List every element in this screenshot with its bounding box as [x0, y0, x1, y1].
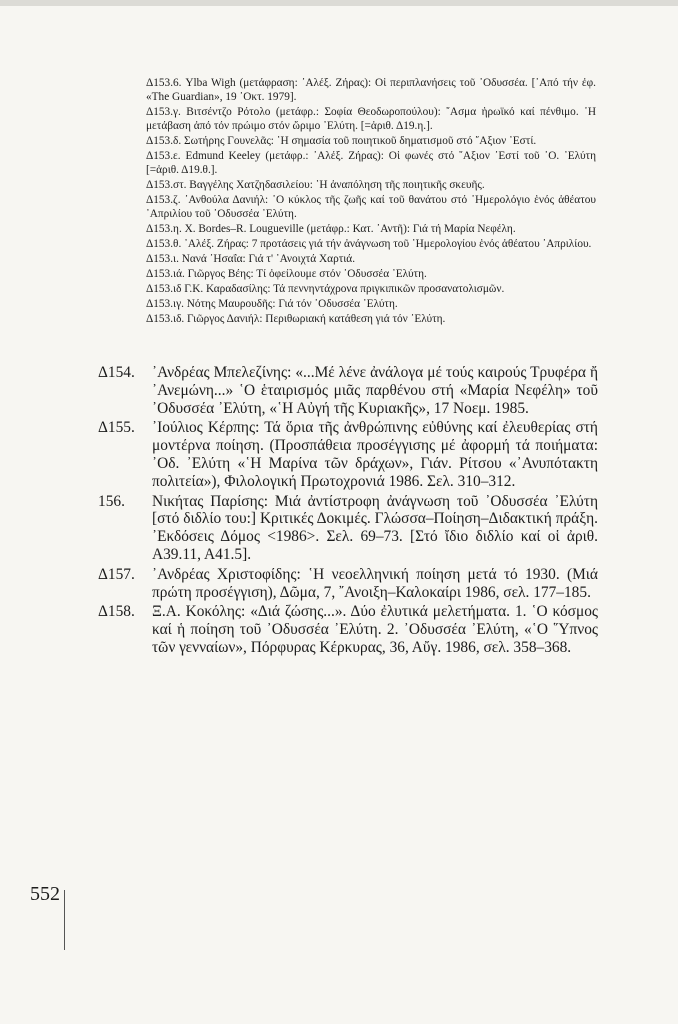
- entry-number: Δ155.: [98, 419, 135, 437]
- bibliography-entry: [98, 603, 598, 656]
- entry-number: Δ157.: [98, 565, 135, 583]
- sub-entry: Δ153.ι. Νανά ᾿Ησαΐα: Γιά τ' ᾿Ανοιχτά Χαρτιά.: [146, 253, 356, 265]
- entry-text: ᾿Ιούλιος Κέρπης: Τά ὅρια τῆς ἀνθρώπινης εὐθύνης καί ἐλευθερίας στή μοντέρνα ποίηση. (Προσπάθεια προσέγγισης μέ ἀφορμή τά ποιήματα: ᾿Οδ. ᾿Ελύτη «῾Η Μαρίνα τῶν δράχων», Γιάν. Ρίτσου «᾿Ανυπότακτη πολιτεία»), Φιλολογική Πρωτοχρονιά 1986. Σελ. 310–312.: [152, 419, 598, 490]
- sub-entry-list: [146, 76, 596, 327]
- sub-entry: Δ153.ζ. ᾿Ανθούλα Δανιήλ: ῾Ο κύκλος τῆς ζωῆς καί τοῦ θανάτου στό ῾Ημερολόγιο ἑνός ἀθέατου ᾿Απριλίου τοῦ ᾿Οδυσσέα ᾿Ελύτη.: [146, 194, 596, 220]
- entry-number: Δ158.: [98, 603, 135, 621]
- bibliography-entry: [98, 419, 598, 490]
- entry-list: [98, 364, 598, 659]
- entry-text: ᾿Ανδρέας Μπελεζίνης: «...Μέ λένε ἀνάλογα μέ τούς καιρούς Τρυφέρα ἤ ᾿Ανεμώνη...» ῾Ο ἑταιρισμός μιᾶς παρθένου στή «Μαρία Νεφέλη» τοῦ ᾿Οδυσσέα ᾿Ελύτη, «῾Η Αὐγή τῆς Κυριακῆς», 17 Νοεμ. 1985.: [152, 364, 598, 417]
- entry-number: 156.: [98, 492, 125, 510]
- sub-entry: Δ153.δ. Σωτήρης Γουνελᾶς: ῾Η σημασία τοῦ ποιητικοῦ δηματισμοῦ στό ῎Αξιον ᾿Εστί.: [146, 135, 537, 147]
- bibliography-entry: [98, 493, 598, 564]
- margin-rule: [64, 890, 65, 950]
- sub-entry: Δ153.6. Ylba Wigh (μετάφραση: ᾿Αλέξ. Ζήρας): Οἱ περιπλανήσεις τοῦ ᾿Οδυσσέα. [᾿Από τήν ἐφ. «The Guardian», 19 ᾿Οκτ. 1979].: [146, 77, 596, 103]
- scan-edge: [0, 0, 678, 6]
- sub-entry: Δ153.ιά. Γιῶργος Βέης: Τί ὀφείλουμε στόν ᾿Οδυσσέα ᾿Ελύτη.: [146, 268, 427, 280]
- sub-entry: Δ153.στ. Βαγγέλης Χατζηδασιλείου: ῾Η ἀναπόληση τῆς ποιητικῆς σκευῆς.: [146, 179, 485, 191]
- sub-entry: Δ153.η. X. Bordes–R. Lougueville (μετάφρ.: Κατ. ᾿Αντῆ): Γιά τή Μαρία Νεφέλη.: [146, 223, 516, 235]
- page-number: 552: [30, 883, 60, 905]
- sub-entry: Δ153.ιδ Γ.Κ. Καραδασίλης: Τά πεννηντάχρονα πριγκιπικῶν προσανατολισμῶν.: [146, 283, 505, 295]
- entry-text: ᾿Ανδρέας Χριστοφίδης: ῾Η νεοελληνική ποίηση μετά τό 1930. (Μιά πρώτη προσέγγιση), Δῶμα, 7, ῎Ανοιξη–Καλοκαίρι 1986, σελ. 177–185.: [152, 565, 598, 601]
- sub-entry: Δ153.γ. Βιτσέντζο Ρότολο (μετάφρ.: Σοφία Θεοδωροπούλου): ῎Ασμα ἡρωϊκό καί πένθιμο. ῾Η μετάβαση ἀπό τόν πρώιμο στόν ὥριμο ᾿Ελύτη. [=ἀριθ. Δ19.η.].: [146, 106, 596, 132]
- sub-entry: Δ153.ε. Edmund Keeley (μετάφρ.: ᾿Αλέξ. Ζήρας): Οἱ φωνές στό ῎Αξιον ᾿Εστί τοῦ ᾿Ο. ᾿Ελύτη [=ἀριθ. Δ19.θ.].: [146, 150, 596, 176]
- sub-entry: Δ153.ιδ. Γιῶργος Δανιήλ: Περιθωριακή κατάθεση γιά τόν ᾿Ελύτη.: [146, 313, 446, 325]
- entry-text: Ξ.Α. Κοκόλης: «Διά ζώσης...». Δύο ἐλυτικά μελετήματα. 1. ῾Ο κόσμος καί ἡ ποίηση τοῦ ᾿Οδυσσέα ᾿Ελύτη. 2. ᾿Οδυσσέα ᾿Ελύτη, «῾Ο ῞Υπνος τῶν γενναίων», Πόρφυρας Κέρκυρας, 36, Αὔγ. 1986, σελ. 358–368.: [152, 603, 598, 656]
- sub-entry: Δ153.ιγ. Νότης Μαυρουδῆς: Γιά τόν ᾿Οδυσσέα ᾿Ελύτη.: [146, 298, 398, 310]
- entry-number: Δ154.: [98, 364, 135, 381]
- sub-entry: Δ153.θ. ᾿Αλέξ. Ζήρας: 7 προτάσεις γιά τήν ἀνάγνωση τοῦ ῾Ημερολογίου ἑνός ἀθέατου ᾿Απριλίου.: [146, 238, 592, 250]
- bibliography-entry: [98, 364, 598, 417]
- entry-text: Νικήτας Παρίσης: Μιά ἀντίστροφη ἀνάγνωση τοῦ ᾿Οδυσσέα ᾿Ελύτη [στό διδλίο του:] Κριτικές Δοκιμές. Γλώσσα–Ποίηση–Διδακτική πράξη. ᾿Εκδόσεις Δόμος <1986>. Σελ. 69–73. [Στό ἴδιο διδλίο καί οἱ ἀριθ. Α39.11, Α41.5].: [152, 492, 598, 563]
- bibliography-entry: [98, 566, 598, 602]
